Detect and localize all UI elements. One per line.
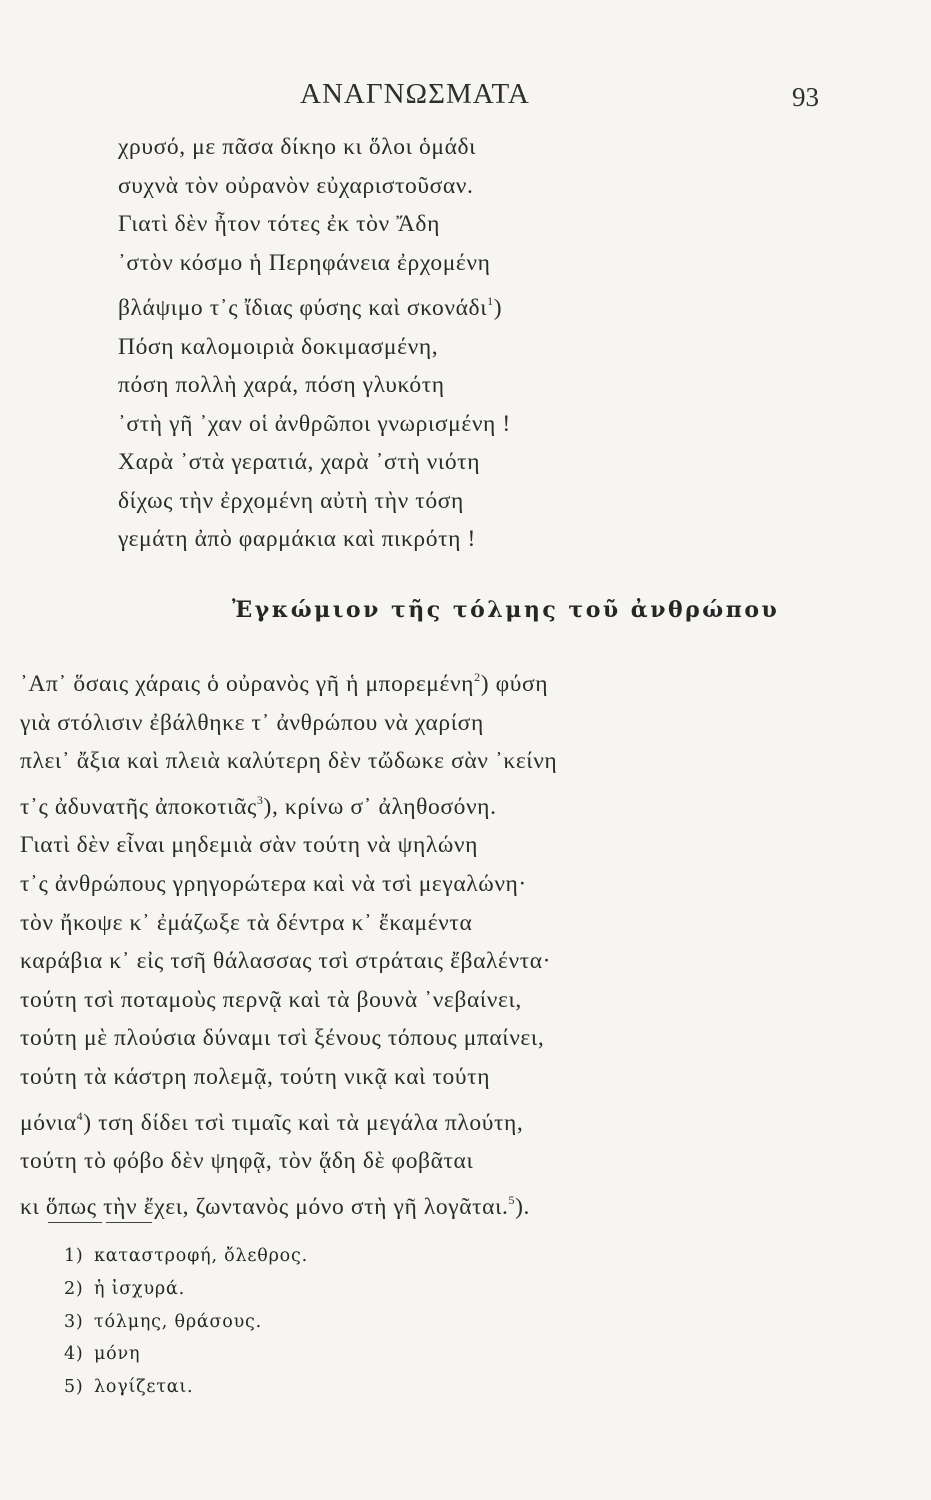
verse-line: ᾿στὸν κόσμο ἡ Περηφάνεια ἐρχομένη bbox=[118, 249, 491, 276]
footnote-text: ἡ ἰσχυρά. bbox=[94, 1278, 185, 1299]
footnote-text: τόλμης, θράσους. bbox=[94, 1311, 263, 1332]
poem-stanza-continued bbox=[118, 128, 511, 559]
footnote-number: 3) bbox=[64, 1311, 84, 1332]
verse-line: καράβια κ᾿ εἰς τσῆ θάλασσας τσὶ στράταις ἔβαλέντα· bbox=[20, 948, 552, 975]
footnote bbox=[64, 1273, 308, 1306]
page-number: 93 bbox=[792, 82, 819, 112]
poem-body bbox=[20, 658, 557, 1226]
verse-line: τ᾿ς ἀνθρώπους γρηγορώτερα καὶ νὰ τσὶ μεγαλώνη· bbox=[20, 870, 527, 897]
verse-line: Γιατὶ δὲν ἦτον τότες ἐκ τὸν Ἄδη bbox=[118, 211, 440, 237]
verse-line bbox=[20, 658, 557, 704]
verse-text: κι ὅπως τὴν ἔχει, ζωντανὸς μόνο στὴ γῆ λογᾶται. bbox=[20, 1193, 509, 1220]
footnote-text: καταστροφή, ὄλεθρος. bbox=[94, 1246, 308, 1266]
footnote-number: 4) bbox=[64, 1344, 84, 1365]
footnote-ref: 5 bbox=[508, 1192, 516, 1207]
verse-text: ᾿Απ᾿ ὅσαις χάραις ὁ οὐρανὸς γῆ ἡ μπορεμένη bbox=[20, 671, 475, 697]
verse-line: Χαρὰ ᾿στὰ γερατιά, χαρὰ ᾿στὴ νιότη bbox=[118, 449, 481, 475]
verse-text: μόνια bbox=[20, 1109, 77, 1136]
verse-line: συχνὰ τὸν οὐρανὸν εὐχαριστοῦσαν. bbox=[118, 172, 474, 199]
verse-line: χρυσό, με πᾶσα δίκηο κι ὅλοι ὁμάδι bbox=[118, 134, 477, 160]
footnote-number: 5) bbox=[64, 1377, 84, 1398]
verse-line: γεμάτη ἀπὸ φαρμάκια καὶ πικρότη ! bbox=[118, 526, 476, 552]
verse-line: τούτη μὲ πλούσια δύναμι τσὶ ξένους τόπους μπαίνει, bbox=[20, 1025, 545, 1052]
footnote-text: μόνη bbox=[94, 1344, 141, 1365]
footnote bbox=[64, 1240, 308, 1273]
footnote-text: λογίζεται. bbox=[94, 1377, 194, 1398]
verse-line: τούτη τσὶ ποταμοὺς περνᾷ καὶ τὰ βουνὰ ᾿νεβαίνει, bbox=[20, 986, 522, 1013]
verse-line: Πόση καλομοιριὰ δοκιμασμένη, bbox=[118, 333, 439, 360]
footnote-ref: 3 bbox=[256, 792, 264, 807]
verse-text: βλάψιμο τ᾿ς ἴδιας φύσης καὶ σκονάδι bbox=[118, 295, 488, 321]
verse-line: τὸν ἤκοψε κ᾿ ἐμάζωξε τὰ δέντρα κ᾿ ἔκαμέντα bbox=[20, 909, 473, 936]
verse-line: Γιατὶ δὲν εἶναι μηδεμιὰ σὰν τούτη νὰ ψηλώνη bbox=[20, 832, 479, 859]
footnote-ref: 2 bbox=[474, 670, 481, 684]
verse-text: ) bbox=[493, 295, 503, 321]
verse-line: γιὰ στόλισιν ἐβάλθηκε τ᾿ ἀνθρώπου νὰ χαρίση bbox=[20, 709, 484, 736]
verse-line: δίχως τὴν ἐρχομένη αὐτὴ τὴν τόση bbox=[118, 487, 464, 514]
verse-line bbox=[20, 781, 557, 827]
footnotes bbox=[64, 1240, 308, 1404]
verse-line: ᾿στὴ γῆ ᾿χαν οἱ ἀνθρῶποι γνωρισμένη ! bbox=[118, 410, 511, 437]
footnote-ref: 1 bbox=[487, 294, 494, 308]
footnote bbox=[64, 1338, 308, 1371]
verse-text: ), κρίνω σ᾿ ἀληθοσόνη. bbox=[263, 793, 497, 820]
running-title: ΑΝΑΓΝΩΣΜΑΤΑ bbox=[300, 78, 530, 110]
verse-text: τ᾿ς ἀδυνατῆς ἀποκοτιᾶς bbox=[20, 793, 257, 820]
verse-line bbox=[20, 1181, 557, 1227]
footnote bbox=[64, 1371, 308, 1404]
verse-text: ) τση δίδει τσὶ τιμαῖς καὶ τὰ μεγάλα πλούτη, bbox=[83, 1109, 524, 1136]
footnote-number: 1) bbox=[64, 1246, 84, 1266]
verse-line: πλει᾿ ἄξια καὶ πλειὰ καλύτερη δὲν τὤδωκε σὰν ᾿κείνη bbox=[20, 748, 558, 775]
verse-text: ) φύση bbox=[480, 671, 549, 697]
verse-line bbox=[118, 282, 511, 328]
footnote bbox=[64, 1306, 308, 1339]
verse-line: τούτη τὸ φόβο δὲν ψηφᾷ, τὸν ᾅδη δὲ φοβᾶται bbox=[20, 1148, 474, 1175]
verse-line bbox=[20, 1097, 557, 1143]
footnote-ref: 4 bbox=[76, 1108, 84, 1123]
verse-text: ). bbox=[515, 1193, 530, 1220]
footnote-divider bbox=[48, 1222, 152, 1223]
verse-line: πόση πολλὴ χαρά, πόση γλυκότη bbox=[118, 372, 445, 398]
section-heading: Ἐγκώμιον τῆς τόλμης τοῦ ἀνθρώπου bbox=[232, 597, 780, 623]
verse-line: τούτη τὰ κάστρη πολεμᾷ, τούτη νικᾷ καὶ τούτη bbox=[20, 1063, 491, 1090]
footnote-number: 2) bbox=[64, 1278, 84, 1299]
